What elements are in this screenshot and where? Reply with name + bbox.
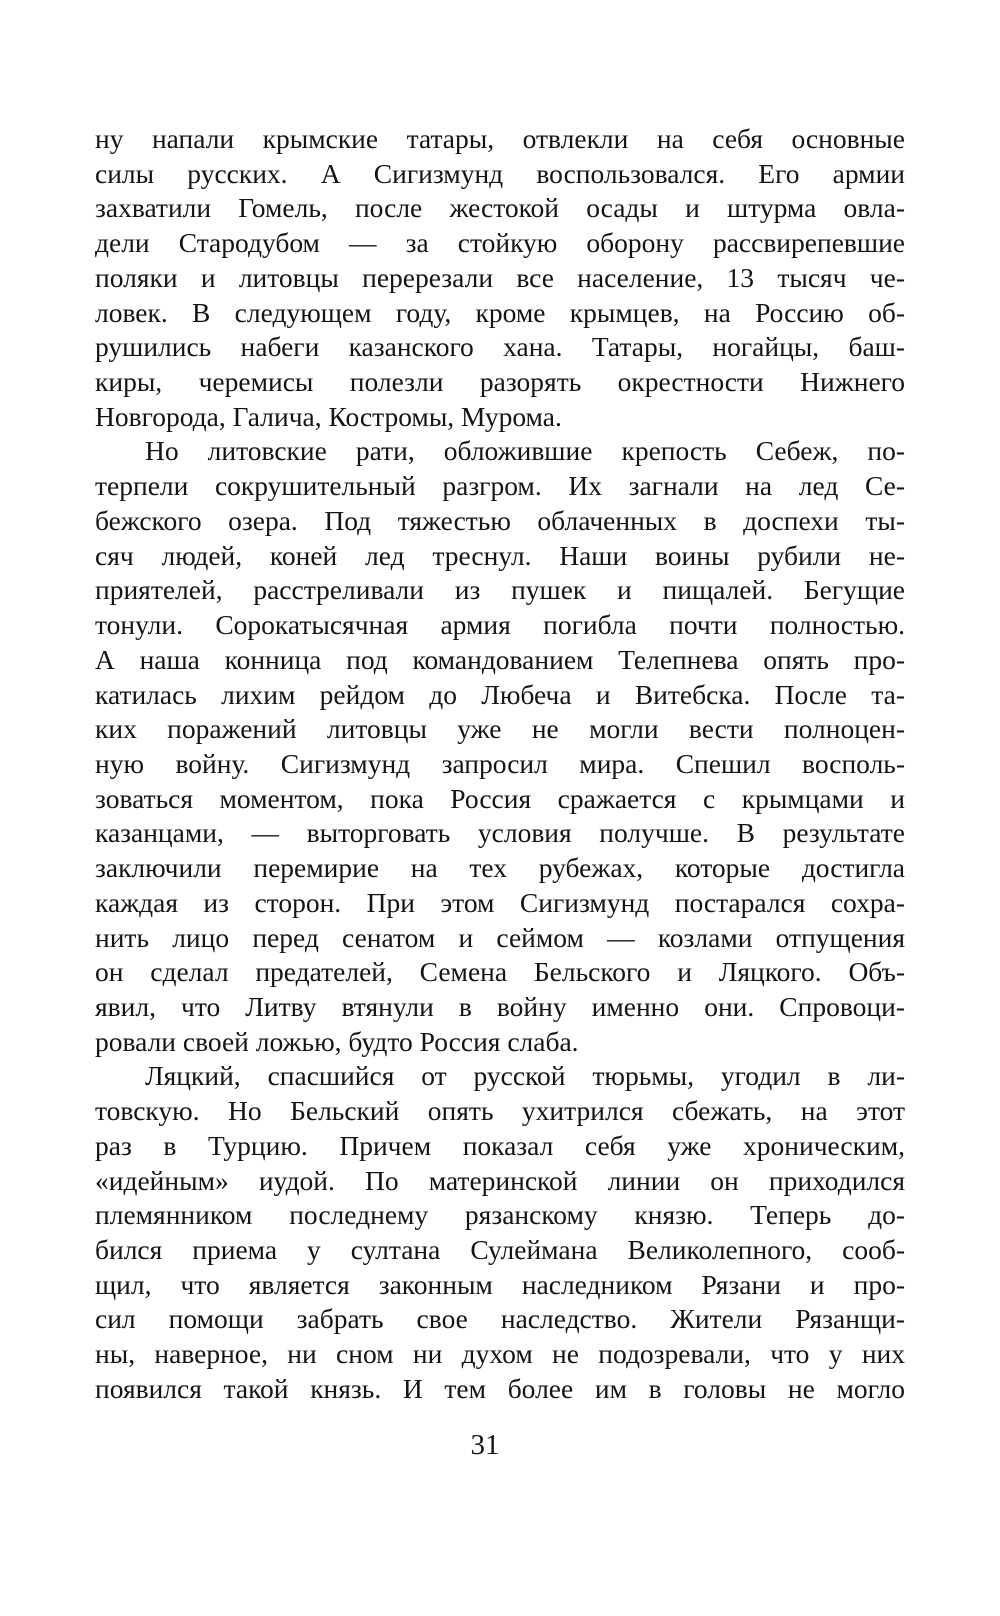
text-line: щил, что является законным наследником Рязани и про- [95, 1268, 905, 1300]
text-line: ную войну. Сигизмунд запросил мира. Спешил восполь- [95, 747, 905, 779]
text-line: раз в Турцию. Причем показал себя уже хроническим, [95, 1129, 905, 1161]
text-line: силы русских. А Сигизмунд воспользовался. Его армии [95, 157, 905, 189]
text-line: терпели сокрушительный разгром. Их загнали на лед Се- [95, 470, 905, 502]
text-block [95, 122, 905, 1407]
text-line: ловек. В следующем году, кроме крымцев, на Россию об- [95, 296, 905, 328]
text-line: бился приема у султана Сулеймана Великолепного, сооб- [95, 1234, 905, 1265]
text-line: приятелей, расстреливали из пушек и пищалей. Бегущие [95, 574, 905, 606]
text-line: катилась лихим рейдом до Любеча и Витебска. После та- [95, 678, 905, 710]
text-line: племянником последнему рязанскому князю. Теперь до- [95, 1199, 905, 1231]
text-line: появился такой князь. И тем более им в головы не могло [95, 1372, 905, 1404]
text-line: рушились набеги казанского хана. Татары, ногайцы, баш- [95, 331, 905, 363]
text-line: каждая из сторон. При этом Сигизмунд постарался сохра- [95, 886, 905, 918]
text-line: сил помощи забрать свое наследство. Жители Рязанщи- [95, 1303, 905, 1335]
text-line: товскую. Но Бельский опять ухитрился сбежать, на этот [95, 1095, 905, 1127]
text-line: ких поражений литовцы уже не могли вести полноцен- [95, 713, 905, 745]
text-line: сяч людей, коней лед треснул. Наши воины рубили не- [95, 539, 905, 571]
text-line: ны, наверное, ни сном ни духом не подозревали, что у них [95, 1338, 905, 1370]
text-line: поляки и литовцы перерезали все население, 13 тысяч че- [95, 261, 905, 293]
text-line: А наша конница под командованием Телепнева опять про- [95, 643, 905, 675]
text-line: заключили перемирие на тех рубежах, которые достигла [95, 852, 905, 884]
text-line: Ляцкий, спасшийся от русской тюрьмы, угодил в ли- [145, 1060, 905, 1092]
text-line: Новгорода, Галича, Костромы, Мурома. [95, 400, 562, 432]
text-line: казанцами, — выторговать условия получше. В результате [95, 817, 905, 849]
text-line: нить лицо перед сенатом и сеймом — козлами отпущения [95, 921, 905, 953]
text-line: ну напали крымские татары, отвлекли на себя основные [95, 123, 905, 154]
text-line: явил, что Литву втянули в войну именно они. Спровоци- [95, 990, 905, 1022]
text-line: он сделал предателей, Семена Бельского и Ляцкого. Объ- [95, 956, 905, 988]
page-number: 31 [470, 1429, 500, 1461]
text-line: ровали своей ложью, будто Россия слаба. [95, 1025, 579, 1057]
text-line: бежского озера. Под тяжестью облаченных в доспехи ты- [95, 504, 905, 536]
text-line: «идейным» иудой. По материнской линии он приходился [95, 1164, 905, 1196]
text-line: дели Стародубом — за стойкую оборону рассвирепевшие [95, 227, 905, 259]
text-line: захватили Гомель, после жестокой осады и штурма овла- [95, 192, 905, 224]
text-line: Но литовские рати, обложившие крепость Себеж, по- [145, 435, 905, 467]
text-line: зоваться моментом, пока Россия сражается с крымцами и [95, 782, 905, 814]
text-line: тонули. Сорокатысячная армия погибла почти полностью. [95, 609, 905, 641]
text-line: киры, черемисы полезли разорять окрестности Нижнего [95, 366, 905, 398]
